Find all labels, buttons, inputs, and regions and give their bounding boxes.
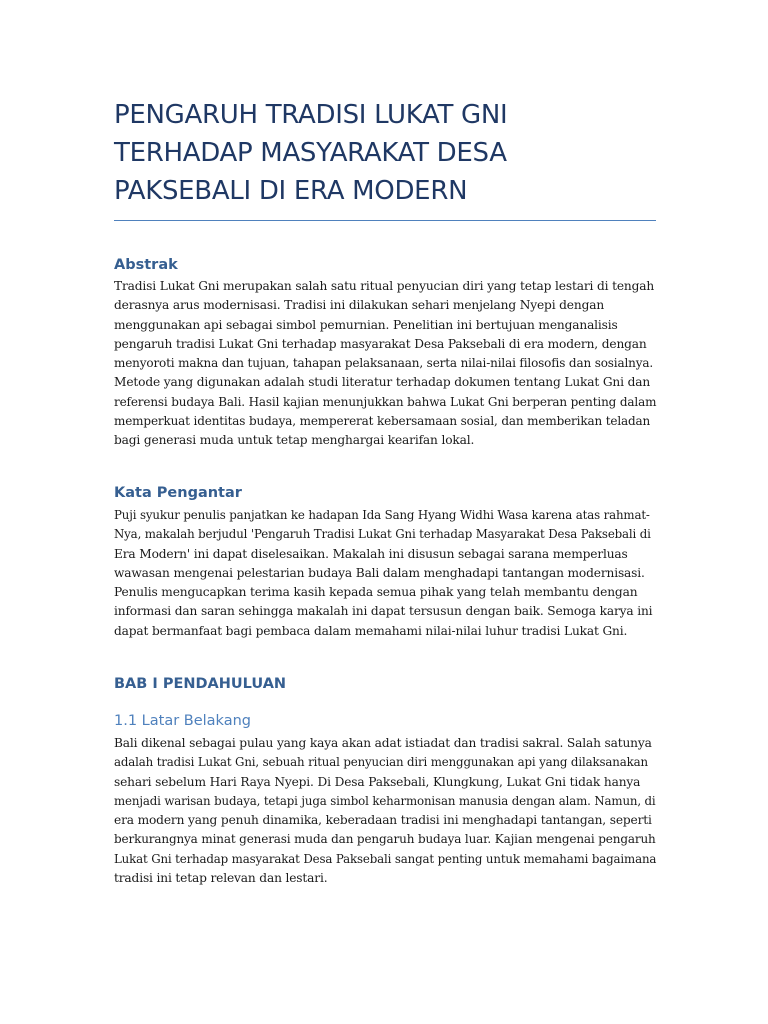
section-line: sehari sebelum Hari Raya Nyepi. Di Desa Paksebali, Klungkung, Lukat Gni tidak hanya (114, 774, 641, 789)
section-line: Lukat Gni terhadap masyarakat Desa Paksebali sangat penting untuk memahami bagaimana (114, 851, 657, 866)
section-line: menjadi warisan budaya, tetapi juga simbol keharmonisan manusia dengan alam. Namun, di (114, 793, 656, 808)
preface-line: wawasan mengenai pelestarian budaya Bali dalam menghadapi tantangan modernisasi. (114, 565, 645, 580)
abstract-line: pengaruh tradisi Lukat Gni terhadap masyarakat Desa Paksebali di era modern, dengan (114, 336, 647, 351)
abstract-line: bagi generasi muda untuk tetap menghargai kearifan lokal. (114, 433, 475, 448)
title-line: PAKSEBALI DI ERA MODERN (114, 176, 468, 206)
preface-paragraph (114, 506, 656, 641)
preface-line: informasi dan saran sehingga makalah ini dapat tersusun dengan baik. Semoga karya ini (114, 604, 653, 619)
section-line: berkurangnya minat generasi muda dan pengaruh budaya luar. Kajian mengenai pengaruh (114, 832, 656, 847)
abstract-line: referensi budaya Bali. Hasil kajian menunjukkan bahwa Lukat Gni berperan penting dalam (114, 394, 657, 409)
abstract-line: menggunakan api sebagai simbol pemurnian. Penelitian ini bertujuan menganalisis (114, 317, 618, 332)
preface-line: Penulis mengucapkan terima kasih kepada semua pihak yang telah membantu dengan (114, 585, 638, 600)
abstract-line: Tradisi Lukat Gni merupakan salah satu ritual penyucian diri yang tetap lestari di tengah (114, 279, 655, 293)
section-line: tradisi ini tetap relevan dan lestari. (114, 871, 328, 886)
chapter-heading: BAB I PENDAHULUAN (114, 676, 287, 692)
section-line: era modern yang penuh dinamika, keberadaan tradisi ini menghadapi tantangan, seperti (114, 813, 652, 828)
preface-line: Puji syukur penulis panjatkan ke hadapan Ida Sang Hyang Widhi Wasa karena atas rahmat- (114, 508, 650, 522)
preface-line: Era Modern' ini dapat diselesaikan. Makalah ini disusun sebagai sarana memperluas (114, 546, 628, 561)
title-line: PENGARUH TRADISI LUKAT GNI (114, 100, 508, 130)
abstract-line: Metode yang digunakan adalah studi literatur terhadap dokumen tentang Lukat Gni dan (114, 375, 651, 390)
section-line: adalah tradisi Lukat Gni, sebuah ritual penyucian diri menggunakan api yang dilaksanakan (114, 755, 648, 770)
abstract-line: memperkuat identitas budaya, mempererat kebersamaan sosial, dan memberikan teladan (114, 414, 651, 429)
preface-line: Nya, makalah berjudul 'Pengaruh Tradisi Lukat Gni terhadap Masyarakat Desa Paksebali di (114, 527, 651, 542)
preface-heading: Kata Pengantar (114, 485, 242, 501)
abstract-line: menyoroti makna dan tujuan, tahapan pelaksanaan, serta nilai-nilai filosofis dan sosialnya. (114, 356, 654, 371)
title-underline-rule (114, 220, 656, 221)
document-title (114, 96, 656, 210)
section-paragraph (114, 734, 656, 888)
preface-line: dapat bermanfaat bagi pembaca dalam memahami nilai-nilai luhur tradisi Lukat Gni. (114, 623, 628, 638)
section-line: Bali dikenal sebagai pulau yang kaya akan adat istiadat dan tradisi sakral. Salah satunya (114, 736, 652, 750)
title-line: TERHADAP MASYARAKAT DESA (114, 138, 507, 168)
abstract-line: derasnya arus modernisasi. Tradisi ini dilakukan sehari menjelang Nyepi dengan (114, 298, 605, 313)
abstract-heading: Abstrak (114, 257, 178, 273)
section-heading: 1.1 Latar Belakang (114, 713, 251, 729)
abstract-paragraph (114, 277, 656, 451)
